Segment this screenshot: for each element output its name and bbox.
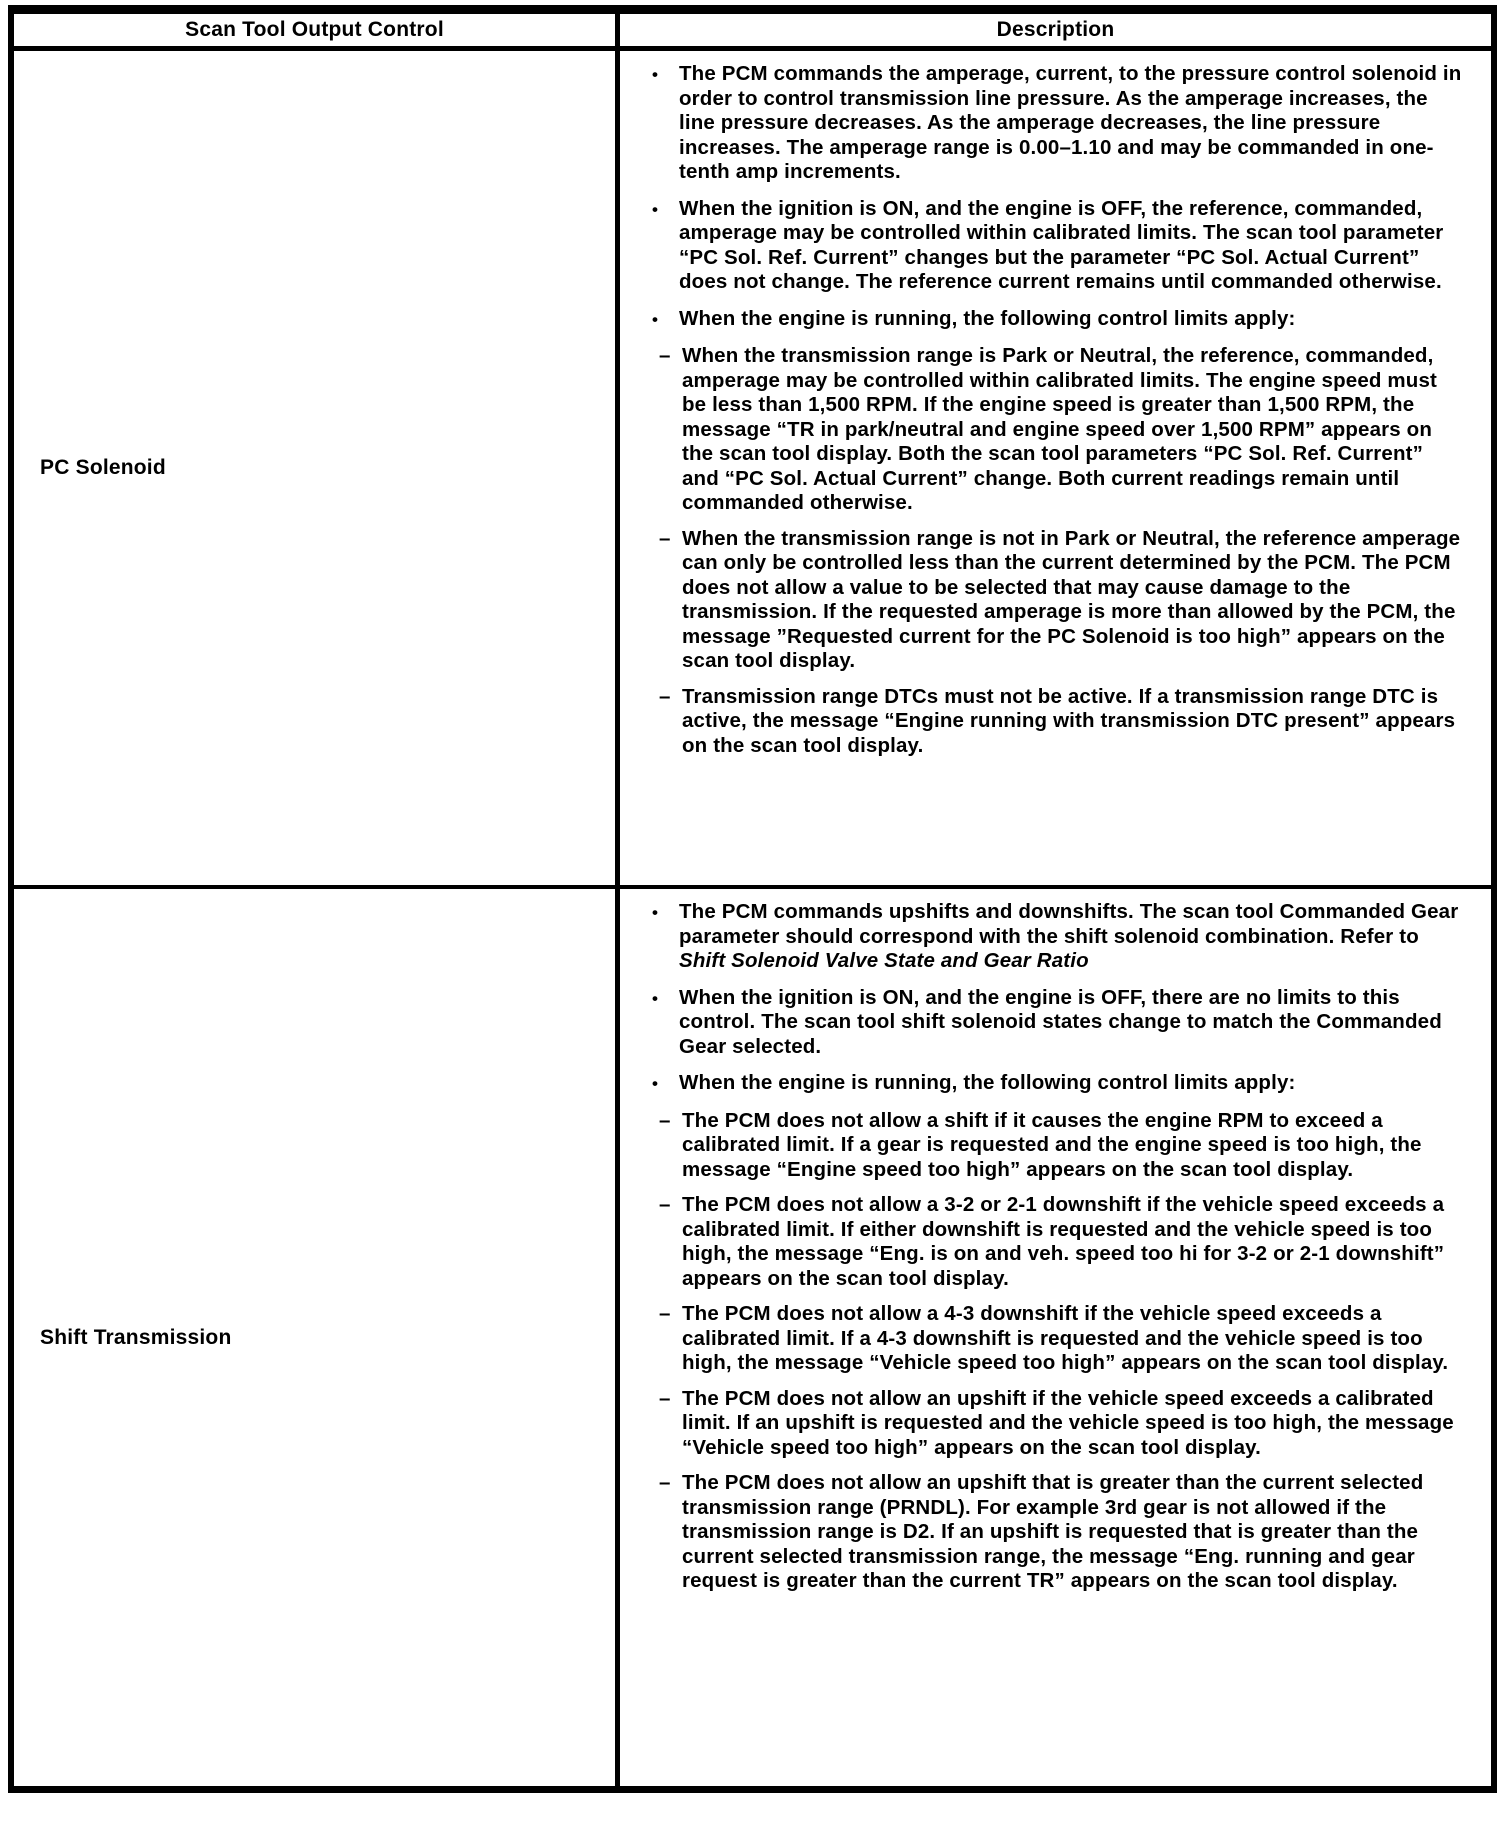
bullet-text: The PCM does not allow an upshift if the vehicle speed exceeds a calibrated limit. If an upshift is requested and the vehicle speed is too high, the message “Vehicle speed too high” appears on the scan tool display. [682, 1386, 1454, 1459]
bullet-marker: • [652, 199, 659, 219]
dash-marker: – [659, 344, 671, 367]
bullet-text: When the transmission range is not in Park or Neutral, the reference amperage can only be controlled less than the current determined by the PCM. The PCM does not allow a value to be selected that may cause damage to the transmission. If the requested amperage is more than allowed by the PCM, the message ”Requested current for the PC Solenoid is too high” appears on the scan tool display. [682, 526, 1461, 672]
bullet-item [652, 197, 1465, 295]
scan-tool-output-control-table [8, 5, 1497, 1793]
dash-marker: – [659, 526, 671, 550]
bullet-item [652, 62, 1465, 185]
bullet-marker: • [652, 1074, 659, 1093]
bullet-text: When the transmission range is Park or Neutral, the reference, commanded, amperage may be controlled within calibrated limits. The engine speed must be less than 1,500 RPM. If the engine speed is greater than 1,500 RPM, the message “TR in park/neutral and engine speed over 1,500 RPM” appears on the scan tool display. Both the scan tool parameters “PC Sol. Ref. Current” and “PC Sol. Actual Current” change. Both current readings remain until commanded otherwise. [682, 344, 1437, 514]
bullet-text: When the engine is running, the following control limits apply: [679, 1071, 1296, 1094]
bullet-text: The PCM does not allow an upshift that is greater than the current selected transmission range (PRNDL). For example 3rd gear is not allowed if the transmission range is D2. If an upshift is requested that is greater than the current selected transmission range, the message “Eng. running and gear request is greater than the current TR” appears on the scan tool display. [682, 1471, 1424, 1592]
bullet-text: The PCM does not allow a shift if it causes the engine RPM to exceed a calibrated limit. If a gear is requested and the engine speed is too high, the message “Engine speed too high” appears on the scan tool display. [682, 1108, 1422, 1181]
bullet-item [652, 307, 1465, 333]
sub-bullet-item [659, 1387, 1465, 1461]
sub-bullet-item [659, 1302, 1465, 1376]
bullet-item [652, 986, 1465, 1060]
sub-bullet-item [659, 1193, 1465, 1291]
control-label-shift-transmission: Shift Transmission [14, 889, 620, 1786]
bullet-text: The PCM does not allow a 3-2 or 2-1 downshift if the vehicle speed exceeds a calibrated limit. If either downshift is requested and the vehicle speed is too high, the message “Eng. is on and veh. speed too hi for 3-2 or 2-1 downshift” appears on the scan tool display. [682, 1193, 1445, 1290]
bullet-text: When the ignition is ON, and the engine is OFF, the reference, commanded, amperage may be controlled within calibrated limits. The scan tool parameter “PC Sol. Ref. Current” changes but the parameter “PC Sol. Actual Current” does not change. The reference current remains until commanded otherwise. [679, 196, 1444, 293]
dash-marker: – [659, 1471, 671, 1494]
bullet-item [652, 1071, 1465, 1097]
bullet-marker: • [652, 309, 659, 329]
dash-marker: – [659, 1302, 671, 1325]
dash-marker: – [659, 1193, 671, 1216]
column-header-control: Scan Tool Output Control [14, 14, 620, 51]
bullet-text: The PCM commands the amperage, current, to the pressure control solenoid in order to control transmission line pressure. As the amperage increases, the line pressure decreases. As the amperage decreases, the line pressure increases. The amperage range is 0.00–1.10 and may be commanded in one-tenth amp increments. [679, 62, 1462, 183]
dash-marker: – [659, 1386, 671, 1410]
bullet-text: Transmission range DTCs must not be active. If a transmission range DTC is active, the message “Engine running with transmission DTC present” appears on the scan tool display. [682, 684, 1456, 757]
description-cell-shift-transmission [620, 889, 1491, 1786]
bullet-marker: • [652, 65, 659, 84]
dash-marker: – [659, 1108, 671, 1132]
sub-bullet-item [659, 685, 1465, 759]
sub-bullet-item [659, 1471, 1465, 1594]
bullet-marker: • [652, 903, 659, 922]
bullet-text: The PCM does not allow a 4-3 downshift if the vehicle speed exceeds a calibrated limit. If a 4-3 downshift is requested and the vehicle speed is too high, the message “Vehicle speed too high” appears on the scan tool display. [682, 1302, 1449, 1374]
bullet-text: The PCM commands upshifts and downshifts. The scan tool Commanded Gear parameter should correspond with the shift solenoid combination. Refer to Shift Solenoid Valve State and Gear Ratio [679, 900, 1459, 972]
sub-bullet-item [659, 527, 1465, 674]
bullet-text: When the engine is running, the following control limits apply: [679, 306, 1296, 330]
sub-bullet-item [659, 344, 1465, 516]
bullet-item [652, 900, 1465, 974]
description-cell-pc-solenoid [620, 51, 1491, 889]
control-label-pc-solenoid: PC Solenoid [14, 51, 620, 889]
sub-bullet-item [659, 1109, 1465, 1183]
dash-marker: – [659, 684, 671, 708]
column-header-description: Description [620, 14, 1491, 51]
bullet-marker: • [652, 988, 659, 1008]
bullet-text: When the ignition is ON, and the engine is OFF, there are no limits to this control. The scan tool shift solenoid states change to match the Commanded Gear selected. [679, 985, 1442, 1058]
